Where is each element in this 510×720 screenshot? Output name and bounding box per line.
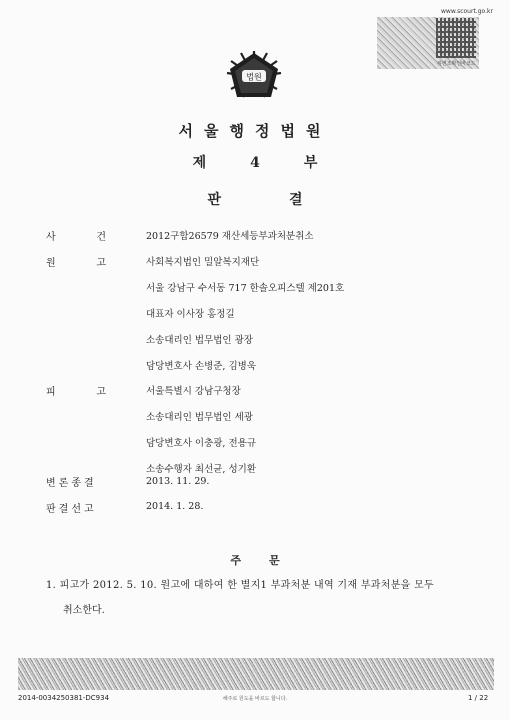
division-part: 부: [303, 155, 318, 171]
division-part: 4: [250, 155, 260, 171]
order-title: [0, 552, 510, 568]
case-number: 2012구합26579 재산세등부과처분취소: [146, 231, 314, 242]
hearing-closed-label: 변론종결: [46, 478, 97, 489]
defendant-agents: 소송수행자 최선균, 성기환: [146, 464, 257, 475]
plaintiff-address: 서울 강남구 수서동 717 한솔오피스텔 제201호: [146, 283, 345, 294]
judgment-date: 2014. 1. 28.: [146, 501, 204, 512]
qr-caption: 위변조확인바코드: [437, 61, 476, 67]
footer-note: 해주로 원도을 바르도 합니다.: [222, 696, 288, 702]
page-number: 1 / 22: [468, 694, 489, 702]
plaintiff-label: 원 고: [46, 258, 106, 269]
division: [0, 152, 510, 172]
hearing-closed-date: 2013. 11. 29.: [146, 476, 210, 487]
qr-url: www.scourt.go.kr: [441, 8, 493, 15]
order-text-line: 1. 피고가 2012. 5. 10. 원고에 대하여 한 별지1 부과처분 내역 기재 부과처분을 모두: [46, 580, 435, 591]
division-part: 제: [192, 155, 207, 171]
title-part: 판: [207, 192, 221, 208]
defendant-name: 서울특별시 강남구청장: [146, 386, 241, 397]
order-title-part: 주: [230, 554, 241, 567]
qr-code-icon: [436, 18, 476, 58]
order-title-part: 문: [269, 554, 280, 567]
plaintiff-name: 사회복지법인 밀알복지재단: [146, 257, 260, 268]
court-name: 서울행정법원: [178, 122, 332, 140]
judgment-date-label: 판결선고: [46, 504, 97, 515]
court-emblem-icon: [223, 47, 285, 101]
security-pattern-bar: [18, 658, 494, 690]
order-text-line: 취소한다.: [63, 605, 105, 616]
emblem-label: 법원: [246, 72, 262, 82]
defendant-label: 피 고: [46, 387, 106, 398]
defendant-attorneys: 담당변호사 이충광, 전용규: [146, 438, 257, 449]
title-part: 결: [289, 192, 303, 208]
document-title: [0, 189, 510, 209]
plaintiff-representative: 대표자 이사장 홍정길: [146, 309, 235, 320]
plaintiff-attorneys: 담당변호사 손병준, 김병욱: [146, 361, 257, 372]
plaintiff-counsel: 소송대리인 법무법인 광장: [146, 335, 253, 346]
document-id: 2014-0034250381-DC934: [18, 694, 110, 702]
case-label: 사 건: [46, 232, 106, 243]
defendant-counsel: 소송대리인 법무법인 세광: [146, 412, 253, 423]
